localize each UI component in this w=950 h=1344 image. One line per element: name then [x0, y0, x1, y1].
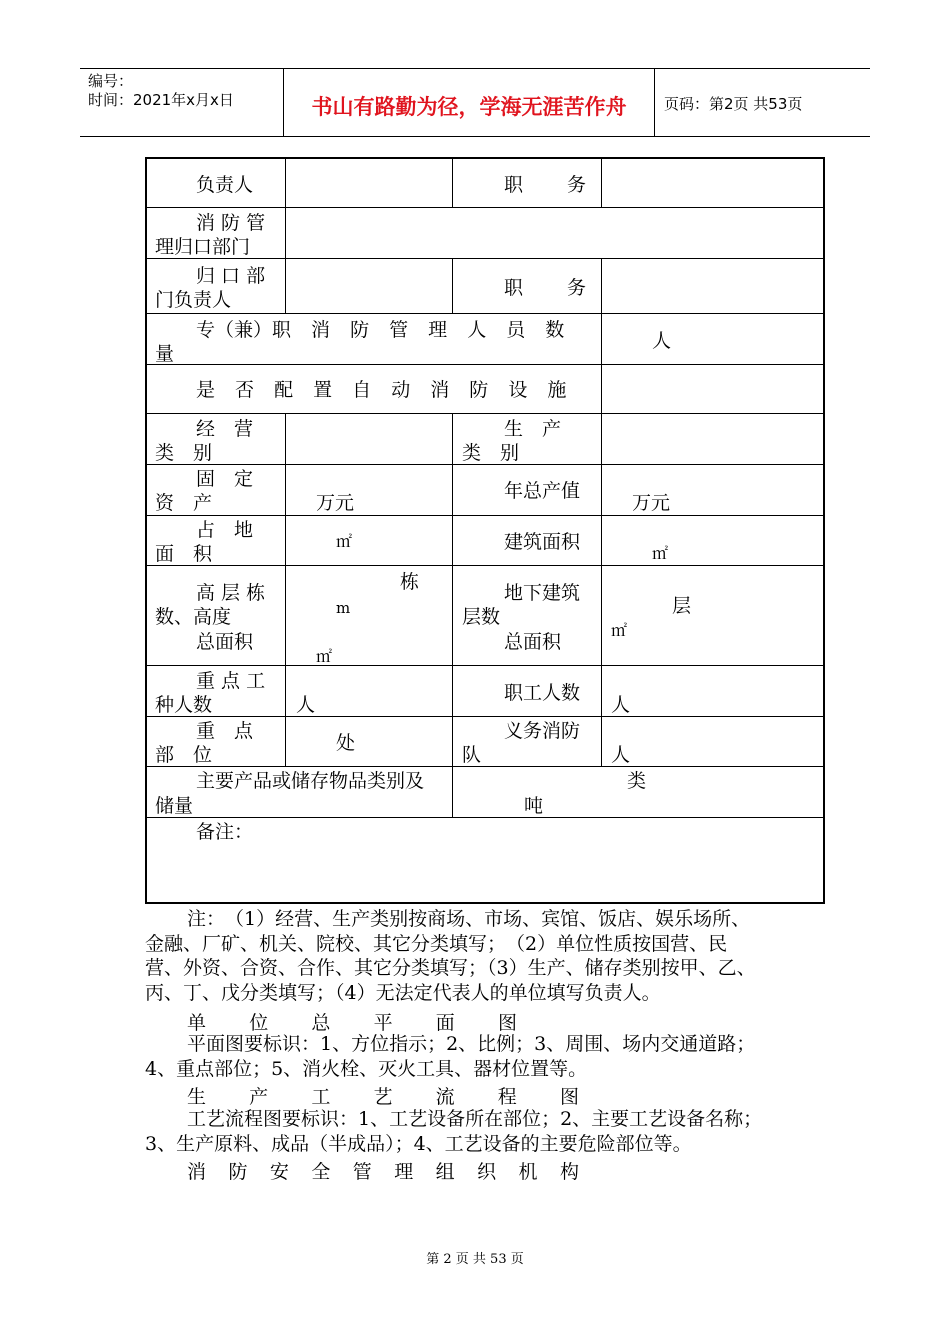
header-bottom-rule	[80, 136, 870, 137]
instruction-line: 营、外资、合资、合作、其它分类填写；（3）生产、储存类别按甲、乙、	[145, 957, 756, 979]
header-meta	[88, 72, 234, 110]
header-page-number: 页码：第2页 共53页	[664, 95, 803, 113]
header-top-rule	[80, 68, 870, 69]
volunteer-brigade-label-line1: 义务消防	[504, 720, 581, 742]
instruction-line: 3、生产原料、成品（半成品）；4、工艺设备的主要危险部位等。	[145, 1132, 692, 1155]
table-col-rule	[452, 413, 453, 817]
table-row-rule	[146, 515, 824, 516]
basement-label-line2: 层数	[462, 606, 501, 628]
position-field-2[interactable]	[602, 259, 823, 312]
dept-head-label-line2: 门负责人	[155, 289, 232, 311]
instruction-line: 丙、丁、戊分类填写；（4）无法定代表人的单位填写负责人。	[145, 981, 661, 1004]
annual-output-unit: 万元	[632, 492, 671, 514]
employee-count-unit: 人	[611, 694, 631, 716]
table-col-rule	[452, 158, 453, 207]
highrise-area-unit: ㎡	[316, 647, 333, 666]
fire-mgmt-dept-label-line2: 理归口部门	[155, 236, 251, 258]
highrise-label-line3: 总面积	[196, 631, 254, 653]
production-type-field[interactable]	[602, 414, 823, 463]
basement-area-unit: ㎡	[611, 621, 628, 640]
process-flow-heading: 生 产 工 艺 流 程 图	[187, 1086, 579, 1108]
table-row-rule	[146, 716, 824, 717]
basement-label-line1: 地下建筑	[504, 582, 581, 604]
fire-mgmt-dept-label-line1: 消 防 管	[196, 212, 266, 234]
products-storage-label-line2: 储量	[155, 795, 194, 817]
position-label-b: 职 务	[504, 277, 586, 299]
table-row-rule	[146, 766, 824, 767]
fixed-assets-label-line1: 固 定	[196, 468, 254, 490]
fire-org-structure-heading: 消 防 安 全 管 理 组 织 机 构	[187, 1161, 579, 1183]
fire-staff-count-label-line1: 专（兼）职 消 防 管 理 人 员 数	[196, 319, 565, 341]
document-time-label: 时间：2021年x月x日	[88, 91, 234, 109]
instruction-line: 金融、厂矿、机关、院校、其它分类填写； （2）单位性质按国营、民	[145, 932, 728, 955]
table-row-rule	[146, 817, 824, 818]
auto-fire-facility-field[interactable]	[602, 365, 823, 412]
building-area-unit: ㎡	[652, 544, 669, 563]
site-plan-heading: 单 位 总 平 面 图	[187, 1012, 517, 1034]
dept-head-field[interactable]	[286, 259, 451, 312]
fire-staff-count-unit: 人	[652, 330, 672, 352]
auto-fire-facility-label: 是 否 配 置 自 动 消 防 设 施	[196, 379, 567, 401]
basement-floors-unit: 层	[672, 595, 692, 617]
page-footer: 第 2 页 共 53 页	[426, 1252, 524, 1267]
volunteer-brigade-unit: 人	[611, 744, 631, 766]
table-row-rule	[146, 313, 824, 314]
key-workers-label-line2: 种人数	[155, 694, 213, 716]
key-workers-label-line1: 重 点 工	[196, 670, 266, 692]
key-sites-label-line1: 重 点	[196, 720, 254, 742]
key-sites-unit: 处	[336, 732, 356, 754]
products-tonnage-unit: 吨	[524, 795, 544, 817]
highrise-height-unit: m	[336, 599, 351, 617]
volunteer-brigade-label-line2: 队	[462, 744, 482, 766]
business-type-label-line1: 经 营	[196, 418, 254, 440]
highrise-label-line2: 数、高度	[155, 606, 232, 628]
table-row-rule	[146, 565, 824, 566]
key-sites-label-line2: 部 位	[155, 744, 213, 766]
business-type-label-line2: 类 别	[155, 442, 213, 464]
dept-head-label-line1: 归 口 部	[196, 265, 266, 287]
table-col-rule	[452, 258, 453, 313]
products-storage-label-line1: 主要产品或储存物品类别及	[196, 770, 425, 792]
fixed-assets-label-line2: 资 产	[155, 492, 213, 514]
land-area-unit: ㎡	[336, 532, 353, 551]
table-col-rule	[601, 413, 602, 767]
business-type-field[interactable]	[286, 414, 451, 463]
fixed-assets-unit: 万元	[316, 492, 355, 514]
process-flow-instructions	[145, 1107, 835, 1156]
document-number-label: 编号：	[88, 72, 134, 90]
header-motto: 书山有路勤为径，学海无涯苦作舟	[311, 95, 627, 119]
products-category-unit: 类	[627, 770, 647, 792]
highrise-label-line1: 高 层 栋	[196, 582, 266, 604]
form-instructions	[145, 907, 835, 1005]
production-type-label-line1: 生 产	[504, 418, 562, 440]
header-divider-right	[654, 69, 655, 136]
land-area-label-line1: 占 地	[196, 519, 254, 541]
building-area-label: 建筑面积	[504, 531, 581, 553]
annual-output-label: 年总产值	[504, 480, 581, 502]
instruction-line: 平面图要标识：1、方位指示；2、比例；3、周围、场内交通道路；	[187, 1033, 756, 1055]
position-label-a: 职 务	[504, 174, 586, 196]
highrise-count-unit: 栋	[400, 571, 420, 593]
basement-label-line3: 总面积	[504, 631, 562, 653]
land-area-label-line2: 面 积	[155, 543, 213, 565]
responsible-person-field[interactable]	[286, 159, 451, 206]
instruction-line: 注： （1）经营、生产类别按商场、市场、宾馆、饭店、娱乐场所、	[187, 908, 751, 930]
remarks-field[interactable]	[147, 845, 823, 901]
table-col-rule	[285, 413, 286, 767]
employee-count-label: 职工人数	[504, 682, 581, 704]
table-row-rule	[146, 665, 824, 666]
production-type-label-line2: 类 别	[462, 442, 520, 464]
position-field-1[interactable]	[602, 159, 823, 206]
site-plan-instructions	[145, 1032, 835, 1081]
instruction-line: 工艺流程图要标识：1、工艺设备所在部位；2、主要工艺设备名称；	[187, 1108, 763, 1130]
responsible-person-label: 负责人	[196, 174, 254, 196]
remarks-label: 备注：	[196, 821, 254, 843]
fire-staff-count-label-line2: 量	[155, 343, 175, 365]
key-workers-unit: 人	[296, 694, 316, 716]
fire-mgmt-dept-field[interactable]	[286, 208, 823, 257]
instruction-line: 4、重点部位；5、消火栓、灭火工具、器材位置等。	[145, 1057, 588, 1080]
